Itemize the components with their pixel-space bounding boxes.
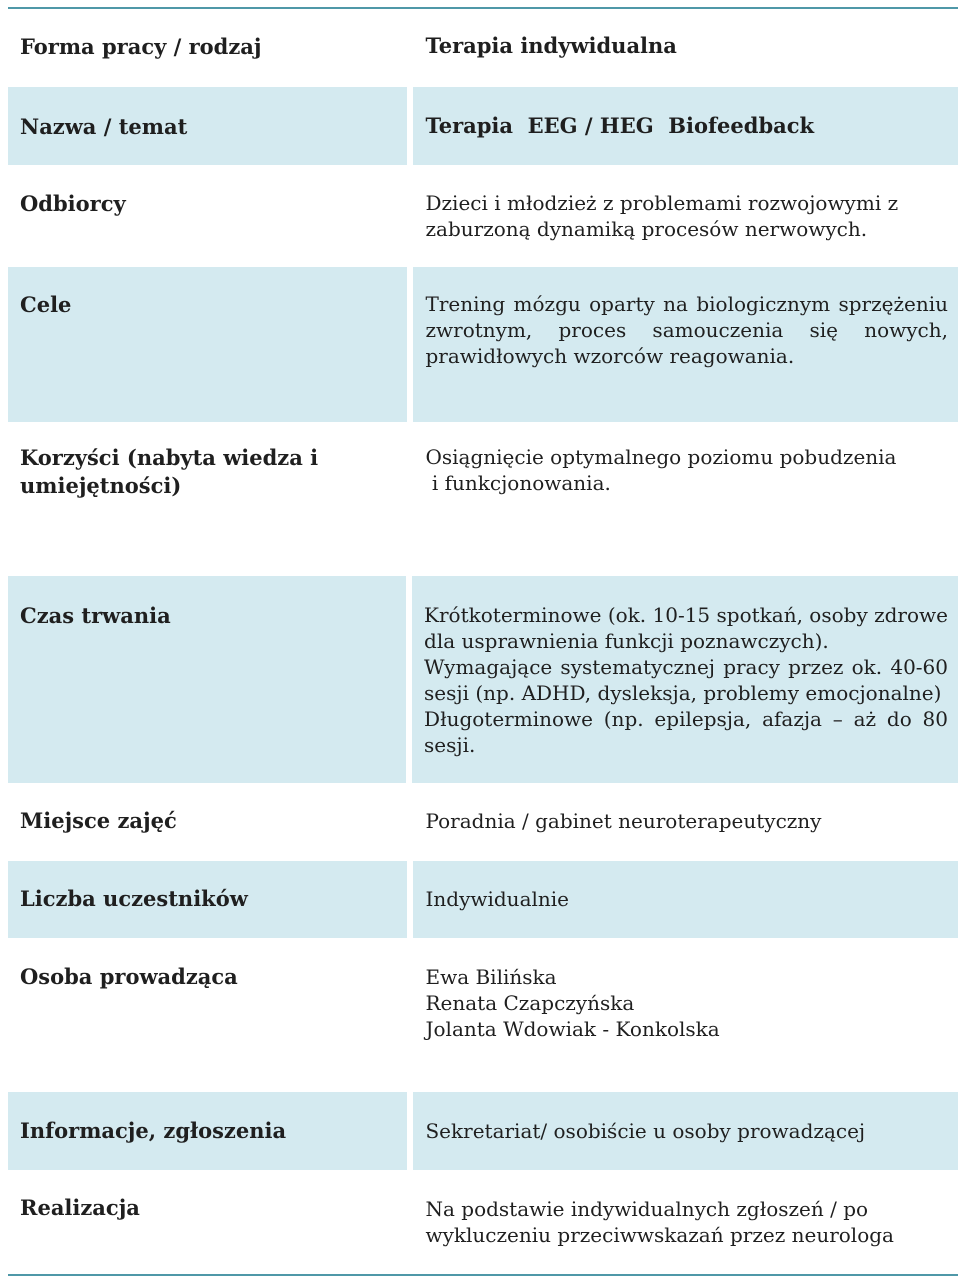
- row-label-text: Informacje, zgłoszenia: [20, 1118, 287, 1143]
- row-label-text: Forma pracy / rodzaj: [20, 34, 262, 59]
- row-value-line: prawidłowych wzorców reagowania.: [425, 344, 795, 368]
- row-value-line: Sekretariat/ osobiście u osoby prowadzącej: [425, 1119, 866, 1143]
- row-label-text: Korzyści (nabyta wiedza i: [20, 445, 319, 470]
- table-row: [8, 1092, 958, 1170]
- row-value-line: Terapia EEG / HEG Biofeedback: [425, 113, 815, 138]
- row-value-line: Indywidualnie: [425, 887, 569, 911]
- row-value-line: Trening mózgu oparty na biologicznym sprzężeniu: [425, 292, 948, 316]
- row-value: [413, 422, 958, 576]
- row-value: [413, 9, 958, 87]
- row-label-text: Realizacja: [20, 1195, 140, 1220]
- row-label-text: Czas trwania: [20, 603, 171, 628]
- row-value: [413, 861, 958, 938]
- row-value-line: Terapia indywidualna: [425, 33, 677, 58]
- table-row: [8, 267, 958, 422]
- row-value: [413, 938, 958, 1092]
- row-value: [413, 1170, 958, 1270]
- row-value-line: Krótkoterminowe (ok. 10-15 spotkań, osoby zdrowe: [424, 603, 948, 627]
- row-label: [8, 1092, 407, 1170]
- row-label: [8, 1170, 407, 1270]
- row-value-line: sesji (np. ADHD, dysleksja, problemy emocjonalne): [424, 681, 942, 705]
- row-label: [8, 422, 407, 576]
- row-value-line: Ewa Bilińska: [425, 965, 557, 989]
- row-value-line: Osiągnięcie optymalnego poziomu pobudzenia: [425, 445, 897, 469]
- info-table: [8, 9, 958, 1270]
- row-label: [8, 783, 407, 861]
- table-row: [8, 783, 958, 861]
- row-label-text: Liczba uczestników: [20, 886, 248, 911]
- row-value: [413, 87, 958, 165]
- row-value-line: wykluczeniu przeciwwskazań przez neurologa: [425, 1223, 894, 1247]
- row-value-line: sesji.: [424, 733, 476, 757]
- table-row: [8, 576, 958, 783]
- row-value-line: Długoterminowe (np. epilepsja, afazja – aż do 80: [424, 707, 948, 731]
- row-value-line: Renata Czapczyńska: [425, 991, 635, 1015]
- table-row: [8, 861, 958, 938]
- row-value-line: zaburzoną dynamiką procesów nerwowych.: [425, 217, 868, 241]
- table-row: [8, 87, 958, 165]
- row-label: [8, 267, 407, 422]
- table-bottom-rule: [8, 1274, 958, 1276]
- table-row: [8, 1170, 958, 1270]
- row-value-line: Jolanta Wdowiak - Konkolska: [425, 1017, 720, 1041]
- row-label-text: Nazwa / temat: [20, 114, 188, 139]
- row-label-text: Miejsce zajęć: [20, 808, 177, 833]
- row-label-text: Cele: [20, 292, 72, 317]
- row-value-line: Poradnia / gabinet neuroterapeutyczny: [425, 809, 822, 833]
- row-value-line: dla usprawnienia funkcji poznawczych).: [424, 629, 829, 653]
- table-row: [8, 938, 958, 1092]
- table-row: [8, 422, 958, 576]
- row-label: [8, 938, 407, 1092]
- row-value-line: Dzieci i młodzież z problemami rozwojowymi z: [425, 191, 899, 215]
- table-row: [8, 165, 958, 267]
- row-label: [8, 576, 406, 783]
- row-value-line: i funkcjonowania.: [425, 471, 611, 495]
- table-row: [8, 9, 958, 87]
- row-label: [8, 9, 407, 87]
- row-value-line: zwrotnym, proces samouczenia się nowych,: [425, 318, 948, 342]
- row-label: [8, 87, 407, 165]
- row-label-text: Odbiorcy: [20, 191, 126, 216]
- row-label: [8, 165, 407, 267]
- row-label-text: umiejętności): [20, 473, 182, 498]
- row-value-line: Wymagające systematycznej pracy przez ok. 40-60: [424, 655, 948, 679]
- row-value: [413, 165, 958, 267]
- row-value-line: Na podstawie indywidualnych zgłoszeń / po: [425, 1197, 869, 1221]
- row-value: [412, 576, 958, 783]
- row-value: [413, 1092, 958, 1170]
- row-value: [413, 267, 958, 422]
- row-label: [8, 861, 407, 938]
- row-value: [413, 783, 958, 861]
- row-label-text: Osoba prowadząca: [20, 964, 238, 989]
